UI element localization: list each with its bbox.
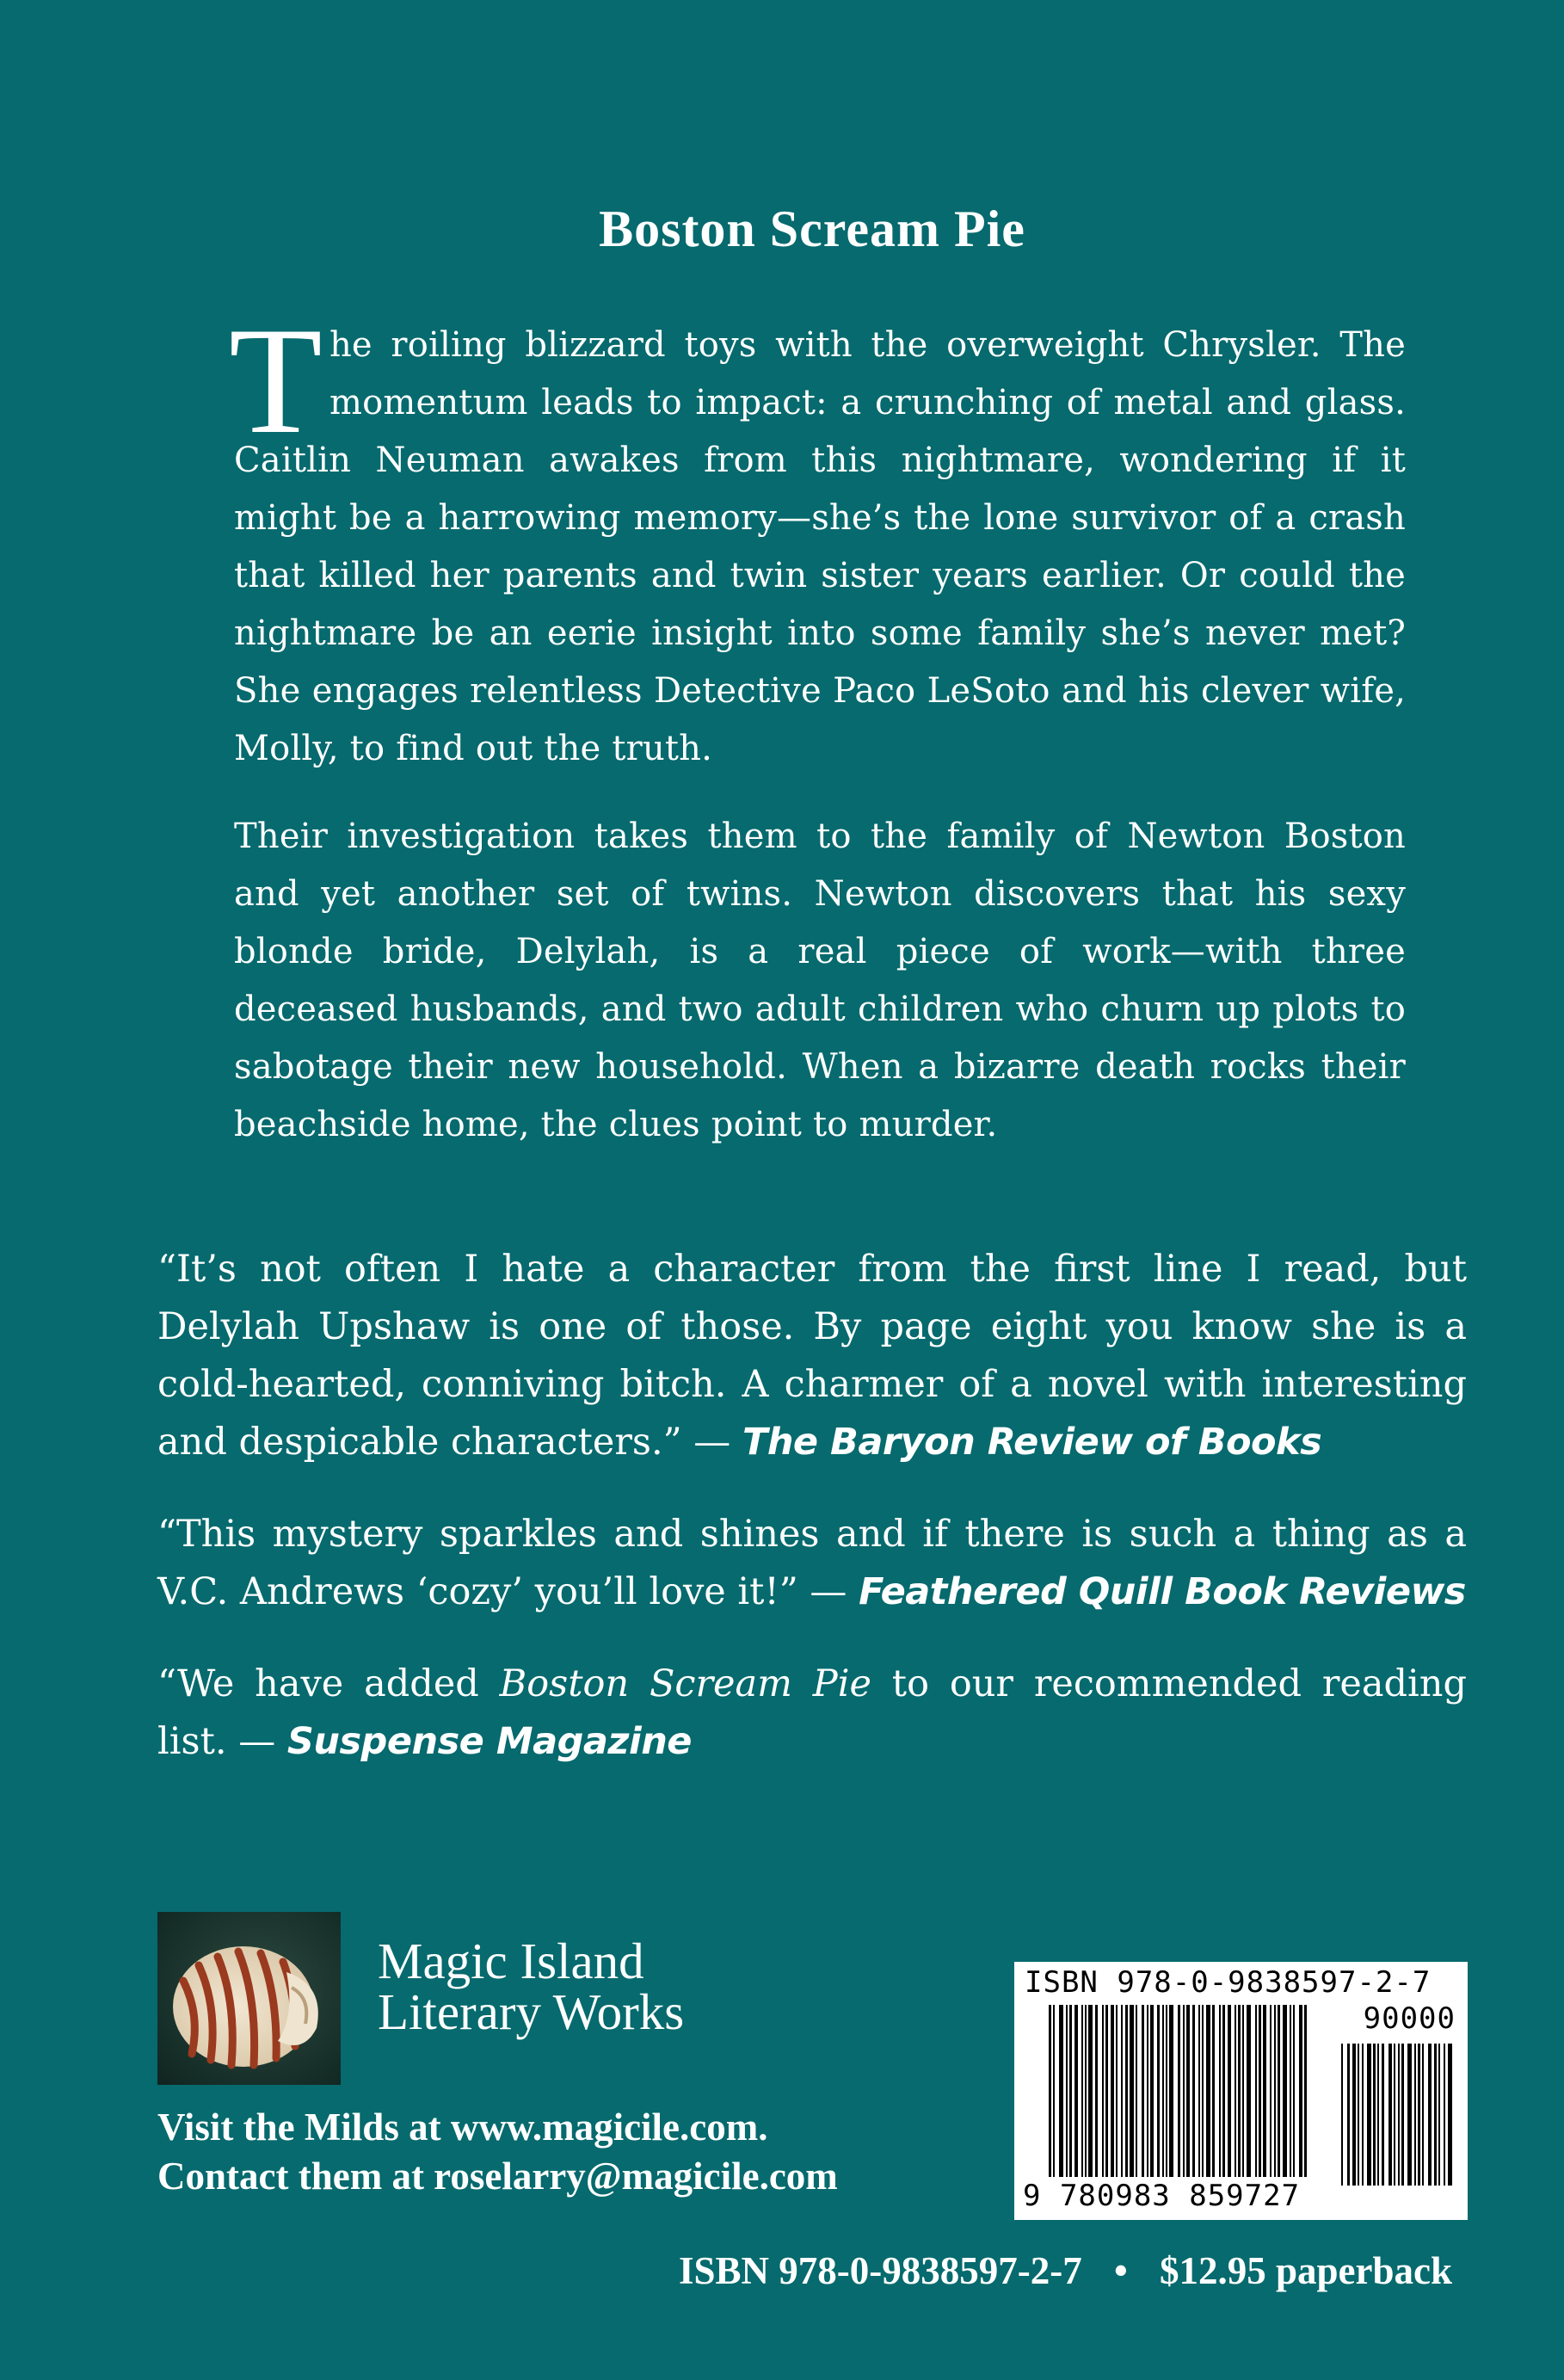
barcode-bar bbox=[1130, 2005, 1134, 2177]
barcode-bar bbox=[1121, 2005, 1123, 2177]
barcode-bar bbox=[1125, 2005, 1128, 2177]
drop-cap: T bbox=[229, 295, 323, 466]
barcode-bar bbox=[1049, 2005, 1051, 2177]
barcode-bar bbox=[1157, 2005, 1160, 2177]
barcode-addon-bar bbox=[1377, 2044, 1379, 2186]
barcode-addon-bar bbox=[1352, 2044, 1356, 2186]
blurb-paragraph-1 bbox=[229, 295, 1406, 778]
barcode-addon-bar bbox=[1398, 2044, 1400, 2186]
barcode-bar bbox=[1116, 2005, 1118, 2177]
barcode-bar bbox=[1183, 2005, 1185, 2177]
barcode-bar bbox=[1293, 2005, 1295, 2177]
barcode-isbn-label: ISBN 978-0-9838597-2-7 bbox=[1025, 1965, 1432, 2000]
publisher-line-1: Magic Island bbox=[378, 1933, 644, 1989]
barcode-addon-bar bbox=[1347, 2044, 1350, 2186]
isbn-price-line bbox=[679, 2248, 1452, 2293]
review-quote-1 bbox=[157, 1241, 1467, 1471]
barcode-bar bbox=[1053, 2005, 1055, 2177]
barcode-addon-bar bbox=[1407, 2044, 1412, 2186]
barcode-addon-bar bbox=[1438, 2044, 1440, 2186]
barcode-bar bbox=[1102, 2005, 1104, 2177]
barcode-addon-bar bbox=[1418, 2044, 1420, 2186]
barcode-bar bbox=[1274, 2005, 1276, 2177]
barcode-addon-bar bbox=[1444, 2044, 1445, 2186]
barcode-addon-bar bbox=[1389, 2044, 1392, 2186]
quote-source: Feathered Quill Book Reviews bbox=[859, 1570, 1466, 1613]
blurb-paragraph-2: Their investigation takes them to the family of Newton Boston and yet another set of twins. Newton discovers that his sexy blonde bride, Delylah, is a real piece of work—with three deceased husbands, and two adult children who churn up plots to sabotage their new household. When a bizarre death rocks their beachside home, the clues point to murder. bbox=[234, 817, 1406, 1144]
barcode-bar bbox=[1290, 2005, 1291, 2177]
barcode-bar bbox=[1228, 2005, 1231, 2177]
barcode-addon-bar bbox=[1434, 2044, 1437, 2186]
barcode-bar bbox=[1198, 2005, 1200, 2177]
publisher-line-2: Literary Works bbox=[378, 1983, 685, 2040]
barcode-bar bbox=[1235, 2005, 1236, 2177]
barcode-bar bbox=[1263, 2005, 1266, 2177]
quote-source: The Baryon Review of Books bbox=[742, 1421, 1322, 1464]
barcode-addon-bar bbox=[1373, 2044, 1376, 2186]
barcode-bar bbox=[1259, 2005, 1261, 2177]
contact-info bbox=[157, 2103, 838, 2201]
barcode-bar bbox=[1162, 2005, 1164, 2177]
barcode-bar bbox=[1270, 2005, 1272, 2177]
barcode-bar bbox=[1088, 2005, 1093, 2177]
barcode-bar bbox=[1299, 2005, 1302, 2177]
barcode-bar bbox=[1081, 2005, 1083, 2177]
book-blurb bbox=[229, 295, 1406, 1184]
review-quotes bbox=[157, 1241, 1467, 1805]
nautilus-shell-icon bbox=[157, 1912, 341, 2085]
barcode-bar bbox=[1219, 2005, 1221, 2177]
barcode-addon-bar bbox=[1414, 2044, 1416, 2186]
barcode-addon-bar bbox=[1394, 2044, 1395, 2186]
publisher-name bbox=[378, 1933, 685, 2040]
barcode-bar bbox=[1095, 2005, 1098, 2177]
barcode-bar bbox=[1085, 2005, 1087, 2177]
barcode-addon-bar bbox=[1401, 2044, 1404, 2186]
blurb-paragraph-1-text: he roiling blizzard toys with the overweight Chrysler. The momentum leads to impact: a crunching of metal and glass. Caitlin Neuman awakes from this nightmare, wondering if it might be a harrowing memory—she’s the lone survivor of a crash that killed her parents and twin sister years earlier. Or could the nightmare be an eerie insight into some family she’s never met? She engages relentless Detective Paco LeSoto and his clever wife, Molly, to find out the truth. bbox=[234, 325, 1406, 768]
barcode-bars bbox=[1049, 2005, 1462, 2190]
barcode-bar bbox=[1222, 2005, 1225, 2177]
barcode-bar bbox=[1192, 2005, 1195, 2177]
barcode-ean-number: 9 780983 859727 bbox=[1023, 2179, 1301, 2213]
barcode-bar bbox=[1150, 2005, 1154, 2177]
barcode-bar bbox=[1136, 2005, 1137, 2177]
barcode-bar bbox=[1212, 2005, 1215, 2177]
review-quote-2 bbox=[157, 1506, 1467, 1621]
footer-bullet: • bbox=[1113, 2249, 1128, 2292]
quote-text: “This mystery sparkles and shines and if there is such a thing as a V.C. Andrews ‘cozy’ you’ll love it!” — bbox=[157, 1513, 1467, 1613]
barcode-bar bbox=[1069, 2005, 1072, 2177]
barcode-bar bbox=[1105, 2005, 1108, 2177]
barcode-bar bbox=[1247, 2005, 1251, 2177]
quote-source: Suspense Magazine bbox=[286, 1720, 692, 1763]
barcode-bar bbox=[1111, 2005, 1114, 2177]
publisher-logo bbox=[157, 1912, 341, 2085]
barcode-bar bbox=[1242, 2005, 1244, 2177]
review-quote-3 bbox=[157, 1656, 1467, 1771]
quote-text: “It’s not often I hate a character from the first line I read, but Delylah Upshaw is one of those. By page eight you know she is a cold-hearted, conniving bitch. A charmer of a novel with interesting and despicable characters.” — bbox=[157, 1248, 1467, 1464]
barcode-addon-bar bbox=[1362, 2044, 1364, 2186]
footer-price: $12.95 paperback bbox=[1159, 2249, 1452, 2292]
barcode-bar bbox=[1074, 2005, 1078, 2177]
barcode-addon-bar bbox=[1422, 2044, 1424, 2186]
barcode-addon-bar bbox=[1448, 2044, 1452, 2186]
contact-website: Visit the Milds at www.magicile.com. bbox=[157, 2106, 768, 2149]
quote-text: to our recommended reading list. — bbox=[157, 1662, 1468, 1763]
barcode-bar bbox=[1238, 2005, 1241, 2177]
barcode-bar bbox=[1278, 2005, 1280, 2177]
barcode-bar bbox=[1283, 2005, 1287, 2177]
barcode-addon-bar bbox=[1367, 2044, 1371, 2186]
barcode-bar bbox=[1255, 2005, 1257, 2177]
book-title: Boston Scream Pie bbox=[599, 200, 1025, 257]
barcode-addon-bar bbox=[1341, 2044, 1343, 2186]
contact-email: Contact them at roselarry@magicile.com bbox=[157, 2155, 838, 2198]
barcode-addon-bar bbox=[1382, 2044, 1384, 2186]
barcode-bar bbox=[1059, 2005, 1063, 2177]
barcode-bar bbox=[1142, 2005, 1144, 2177]
barcode-bar bbox=[1178, 2005, 1180, 2177]
footer-isbn: ISBN 978-0-9838597-2-7 bbox=[678, 2249, 1082, 2292]
barcode-bar bbox=[1206, 2005, 1210, 2177]
quote-text: “We have added bbox=[157, 1662, 500, 1705]
barcode-bar bbox=[1202, 2005, 1204, 2177]
quote-book-title: Boston Scream Pie bbox=[499, 1662, 871, 1705]
barcode-bar bbox=[1186, 2005, 1190, 2177]
barcode-addon-bar bbox=[1358, 2044, 1359, 2186]
barcode-bar bbox=[1304, 2005, 1307, 2177]
isbn-barcode bbox=[1014, 1962, 1468, 2220]
barcode-bar bbox=[1169, 2005, 1173, 2177]
barcode-bar bbox=[1166, 2005, 1167, 2177]
barcode-addon-bar bbox=[1428, 2044, 1432, 2186]
barcode-bar bbox=[1066, 2005, 1068, 2177]
barcode-bar bbox=[1147, 2005, 1148, 2177]
barcode-addon-number: 90000 bbox=[1363, 2001, 1456, 2036]
